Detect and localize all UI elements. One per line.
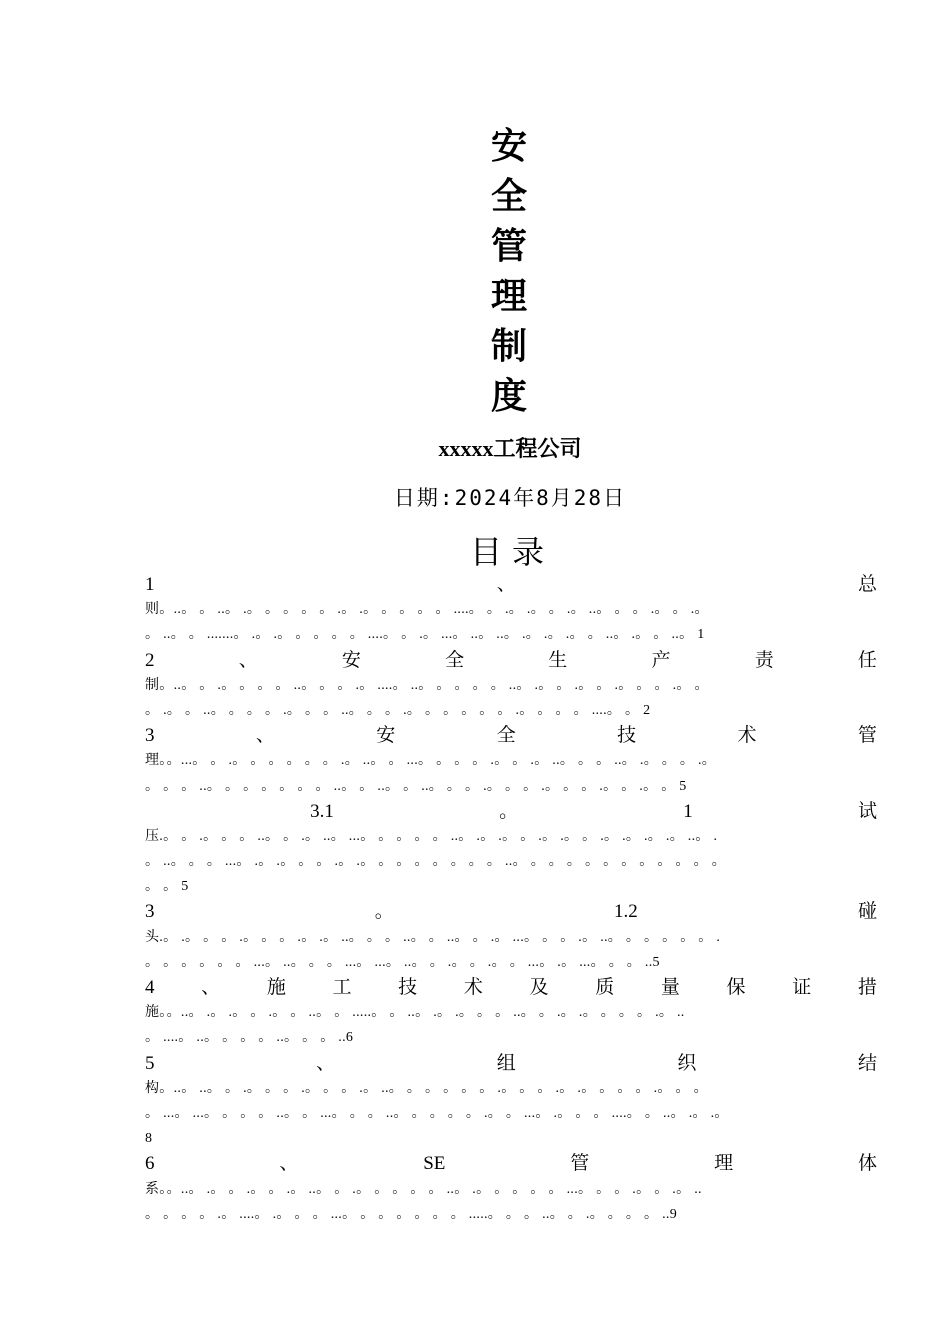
toc-token: 3 xyxy=(145,725,155,747)
toc-leader-line xyxy=(145,1126,877,1151)
title-char: 制 xyxy=(490,326,527,367)
toc-token: 保 xyxy=(726,977,746,998)
toc-token: 生 xyxy=(548,649,568,671)
toc-token: 织 xyxy=(677,1052,697,1074)
toc-token: 全 xyxy=(496,725,516,747)
toc-leader-text: 施。。..。 .。 .。 。 .。 。 ..。 。 .....。 。 ..。 .。 .。 。 。 ..。 。 .。 .。 。 。 。 .。 .. xyxy=(145,1005,685,1021)
toc-leader-line xyxy=(145,1076,877,1101)
toc-entry-line xyxy=(145,572,877,597)
toc-leader-line xyxy=(145,1177,877,1202)
toc-token: 总 xyxy=(857,574,877,595)
toc-leader-line xyxy=(145,597,877,622)
toc-token: 措 xyxy=(857,977,877,998)
toc-leader-line xyxy=(145,622,877,647)
toc-leader-line xyxy=(145,1000,877,1025)
toc-token: 技 xyxy=(398,977,418,998)
title-char: 管 xyxy=(490,226,527,267)
toc-token: 。 xyxy=(499,800,519,822)
toc-leader-text: 构。..。 ..。 。 .。 。 。 .。 。 。 .。 ..。 。 。 。 。 。 .。 。 。 .。 .。 。 。 。 .。 。 。 xyxy=(145,1080,708,1096)
company-name: xxxxx工程公司 xyxy=(438,436,582,461)
toc-token: 2 xyxy=(145,649,155,671)
toc-token: 工 xyxy=(332,977,352,998)
toc-entry-line xyxy=(145,975,877,1000)
toc-leader-text: 。 ..。 。 。 ...。 .。 .。 。 。 .。 .。 。 。 。 。 。 。 。 ..。 。 。 。 。 。 。 。 。 。 。 。 xyxy=(145,854,726,870)
toc-token: 产 xyxy=(651,649,671,671)
toc-leader-line xyxy=(145,1202,877,1227)
toc-leader-text: 则。..。 。 ..。 .。 。 。 。 。 .。 .。 。 。 。 。 ....。 。 .。 .。 。 .。 ..。 。 。 .。 。 .。 xyxy=(145,602,709,618)
toc-leader-text: 。 。 5 xyxy=(145,879,189,895)
toc-leader-text: 。 ...。 ...。 。 。 。 ..。 。 ...。 。 。 ..。 。 。 。 。 .。 。 ...。 .。 。 。 ....。 。 ..。 .。 .。 xyxy=(145,1105,729,1121)
toc-leader-text: 8 xyxy=(145,1131,153,1147)
toc-token: 、 xyxy=(201,977,221,998)
toc-token: SE xyxy=(423,1153,446,1175)
toc-leader-line xyxy=(145,698,877,723)
toc-token: 、 xyxy=(279,1153,299,1175)
toc-token: 质 xyxy=(595,977,615,998)
toc-token: 、 xyxy=(316,1052,336,1074)
toc-token: 、 xyxy=(255,725,275,747)
toc-entry-line xyxy=(145,648,877,673)
toc-token: 、 xyxy=(496,574,516,595)
toc-token: 、 xyxy=(238,649,258,671)
toc-token: 1.2 xyxy=(613,901,638,923)
toc-leader-text: 。 .。 。 ..。 。 。 。 .。 。 。 ..。 。 。 .。 。 。 。 。 。 .。 。 。 。 ....。 。 2 xyxy=(145,702,651,718)
toc-token: 管 xyxy=(857,725,877,747)
toc-token: 体 xyxy=(857,1153,877,1175)
toc-leader-line xyxy=(145,925,877,950)
toc-token: 技 xyxy=(617,725,637,747)
toc-leader-line xyxy=(145,824,877,849)
table-of-contents xyxy=(145,572,877,1227)
toc-token: 1 xyxy=(683,800,693,822)
toc-leader-text: 。 ..。 。 .......。 .。 .。 。 。 。 。 ....。 。 .。 ...。 ..。 ..。 .。 .。 .。 。 ..。 .。 。 ..。 1 xyxy=(145,627,705,643)
toc-token: 管 xyxy=(570,1153,590,1175)
toc-entry-line xyxy=(145,1151,877,1176)
title-char: 理 xyxy=(490,276,527,317)
document-date: 日期:2024年8月28日 xyxy=(393,486,627,510)
toc-entry-line xyxy=(145,1051,877,1076)
toc-token: 全 xyxy=(445,649,465,671)
toc-token: 量 xyxy=(660,977,680,998)
document-title xyxy=(0,122,950,422)
toc-entry-line xyxy=(145,799,877,824)
toc-token: 术 xyxy=(737,725,757,747)
toc-leader-line xyxy=(145,673,877,698)
toc-token: 理 xyxy=(714,1153,734,1175)
toc-leader-line xyxy=(145,748,877,773)
toc-token: 。 xyxy=(374,901,394,923)
toc-leader-line xyxy=(145,950,877,975)
toc-token: 碰 xyxy=(857,901,877,923)
toc-heading: 目录 xyxy=(469,533,554,571)
toc-leader-text: 。 。 。 ..。 。 。 。 。 。 。 ..。 。 ..。 。 ..。 。 。 .。 。 。 .。 。 。 .。 。 .。 。 5 xyxy=(145,778,687,794)
toc-token: 责 xyxy=(754,649,774,671)
toc-token: 1 xyxy=(145,574,155,595)
toc-token: 3 xyxy=(145,901,155,923)
toc-leader-line xyxy=(145,874,877,899)
toc-leader-line xyxy=(145,774,877,799)
toc-entry-line xyxy=(145,723,877,748)
toc-leader-line xyxy=(145,849,877,874)
toc-token: 6 xyxy=(145,1153,155,1175)
toc-leader-text: 压.。 。 .。 。 。 ..。 。 .。 ..。 ...。 。 。 。 。 ..。 .。 .。 。 .。 .。 。 .。 .。 .。 .。 ..。 . xyxy=(145,828,718,844)
title-char: 安 xyxy=(490,126,527,167)
title-char: 全 xyxy=(490,176,527,217)
toc-leader-line xyxy=(145,1101,877,1126)
toc-token: 3.1 xyxy=(310,800,334,822)
toc-leader-text: 制。..。 。 .。 。 。 。 ..。 。 。 .。 ....。 ..。 。 。 。 。 ..。 .。 。 .。 。 .。 。 。 .。 。 xyxy=(145,677,709,693)
toc-leader-text: 。 。 。 。 .。 ....。 .。 。 。 ...。 。 。 。 。 。 。 .....。 。 。 ..。 。 .。 。 。 。 ..9 xyxy=(145,1206,677,1222)
toc-token: 安 xyxy=(376,725,396,747)
toc-token: 试 xyxy=(857,800,877,822)
toc-token: 及 xyxy=(529,977,549,998)
toc-token: 证 xyxy=(792,977,812,998)
toc-token: 术 xyxy=(463,977,483,998)
toc-entry-line xyxy=(145,899,877,924)
toc-leader-text: 头.。 .。 。 。 .。 。 。 .。 .。 ..。 。 。 ..。 。 ..。 。 .。 ...。 。 。 .。 ..。 。 。 。 。 。 . xyxy=(145,929,721,945)
toc-token: 施 xyxy=(266,977,286,998)
toc-token: 4 xyxy=(145,977,155,998)
title-char: 度 xyxy=(490,376,527,417)
toc-leader-text: 。 。 。 。 。 。 ...。 ..。 。 。 ...。 ...。 ..。 。 .。 。 .。 。 ...。 .。 ...。 。 。 ..5 xyxy=(145,954,660,970)
toc-token: 组 xyxy=(496,1052,516,1074)
toc-leader-text: 系。。..。 .。 。 .。 。 .。 ..。 。 .。 。 。 。 。 ..。 .。 。 。 。 。 ...。 。 。 .。 。 .。 .. xyxy=(145,1181,702,1197)
toc-token: 安 xyxy=(341,649,361,671)
toc-token: 任 xyxy=(857,649,877,671)
toc-leader-text: 。 ....。 ..。 。 。 。 ..。 。 。 ..6 xyxy=(145,1030,354,1046)
toc-token: 结 xyxy=(857,1052,877,1074)
toc-leader-line xyxy=(145,1025,877,1050)
toc-token: 5 xyxy=(145,1052,155,1074)
toc-leader-text: 理。。...。 。 .。 。 。 。 。 。 .。 ..。 。 ...。 。 。 。 .。 。 .。 ..。 。 。 ..。 .。 。 。 .。 xyxy=(145,753,717,769)
